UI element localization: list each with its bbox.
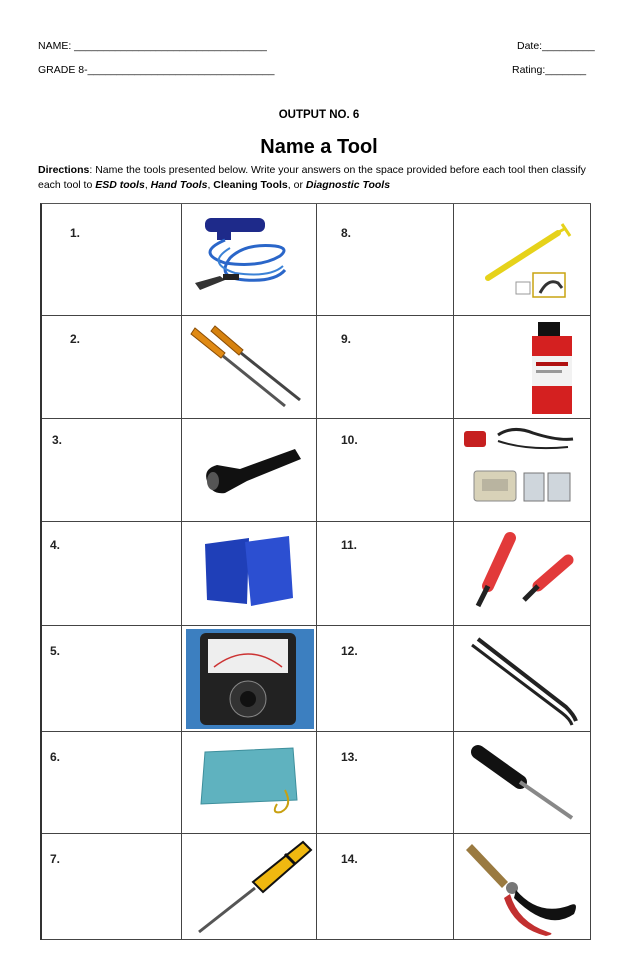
- grade-field: GRADE 8-________________________________: [38, 64, 275, 76]
- nut-driver-icon: [458, 524, 588, 622]
- image-cell-3: [182, 419, 317, 522]
- tools-table: [40, 203, 591, 940]
- item-number: 3.: [52, 433, 63, 447]
- rating-field: Rating:_______: [512, 64, 587, 76]
- answer-cell-10[interactable]: [317, 419, 454, 522]
- item-number: 8.: [341, 226, 352, 240]
- name-field: NAME: _________________________________: [38, 40, 267, 52]
- answer-cell-5[interactable]: [42, 626, 182, 732]
- category-diagnostic: Diagnostic Tools: [305, 179, 391, 191]
- image-cell-9: [454, 316, 591, 419]
- item-number: 12.: [341, 644, 358, 658]
- answer-cell-3[interactable]: [42, 419, 182, 522]
- image-cell-10: [454, 419, 591, 522]
- answer-cell-7[interactable]: [42, 834, 182, 940]
- screwdriver-icon: [185, 318, 315, 416]
- cloth-icon: [185, 524, 315, 622]
- item-number: 4.: [50, 538, 61, 552]
- item-number: 6.: [50, 750, 61, 764]
- item-number: 11.: [341, 538, 358, 552]
- image-cell-7: [182, 834, 317, 940]
- item-number: 9.: [341, 332, 352, 346]
- answer-cell-4[interactable]: [42, 522, 182, 626]
- flashlight-icon: [185, 421, 315, 519]
- image-cell-13: [454, 732, 591, 834]
- answer-cell-1[interactable]: [42, 204, 182, 316]
- part-retriever-icon: [458, 208, 588, 308]
- image-cell-11: [454, 522, 591, 626]
- answer-cell-2[interactable]: [42, 316, 182, 419]
- sep: , or: [287, 179, 306, 191]
- answer-cell-12[interactable]: [317, 626, 454, 732]
- answer-cell-8[interactable]: [317, 204, 454, 316]
- answer-cell-11[interactable]: [317, 522, 454, 626]
- page-title: Name a Tool: [260, 136, 378, 158]
- item-number: 10.: [341, 433, 358, 447]
- answer-cell-9[interactable]: [317, 316, 454, 419]
- answer-cell-6[interactable]: [42, 732, 182, 834]
- tweezers-icon: [458, 629, 588, 729]
- image-cell-4: [182, 522, 317, 626]
- image-cell-2: [182, 316, 317, 419]
- loopback-adapter-icon: [458, 421, 588, 519]
- directions-label: Directions: [38, 164, 90, 176]
- phillips-screwdriver-icon: [185, 836, 315, 938]
- image-cell-8: [454, 204, 591, 316]
- multimeter-icon: [184, 627, 316, 731]
- image-cell-6: [182, 732, 317, 834]
- item-number: 14.: [341, 852, 358, 866]
- directions: [38, 163, 603, 193]
- sep: ,: [207, 179, 214, 191]
- item-number: 13.: [341, 750, 358, 764]
- answer-cell-14[interactable]: [317, 834, 454, 940]
- image-cell-1: [182, 204, 317, 316]
- item-number: 7.: [50, 852, 61, 866]
- directions-text: : Name the tools presented below. Write your answers on the space provided before each tool then classify each tool to: [38, 164, 586, 191]
- output-number: OUTPUT NO. 6: [278, 109, 360, 121]
- image-cell-12: [454, 626, 591, 732]
- image-cell-5: [182, 626, 317, 732]
- item-number: 1.: [70, 226, 81, 240]
- answer-cell-13[interactable]: [317, 732, 454, 834]
- image-cell-14: [454, 834, 591, 940]
- date-field: Date:_________: [517, 40, 595, 52]
- hex-driver-icon: [458, 734, 588, 832]
- spray-can-icon: [458, 318, 588, 416]
- category-hand: Hand Tools: [150, 179, 208, 191]
- esd-mat-icon: [185, 734, 315, 832]
- category-esd: ESD tools: [95, 179, 145, 191]
- item-number: 2.: [70, 332, 81, 346]
- wrist-strap-icon: [185, 208, 315, 308]
- sep: ,: [144, 179, 151, 191]
- category-cleaning: Cleaning Tools: [213, 179, 288, 191]
- item-number: 5.: [50, 644, 61, 658]
- pliers-icon: [458, 836, 588, 938]
